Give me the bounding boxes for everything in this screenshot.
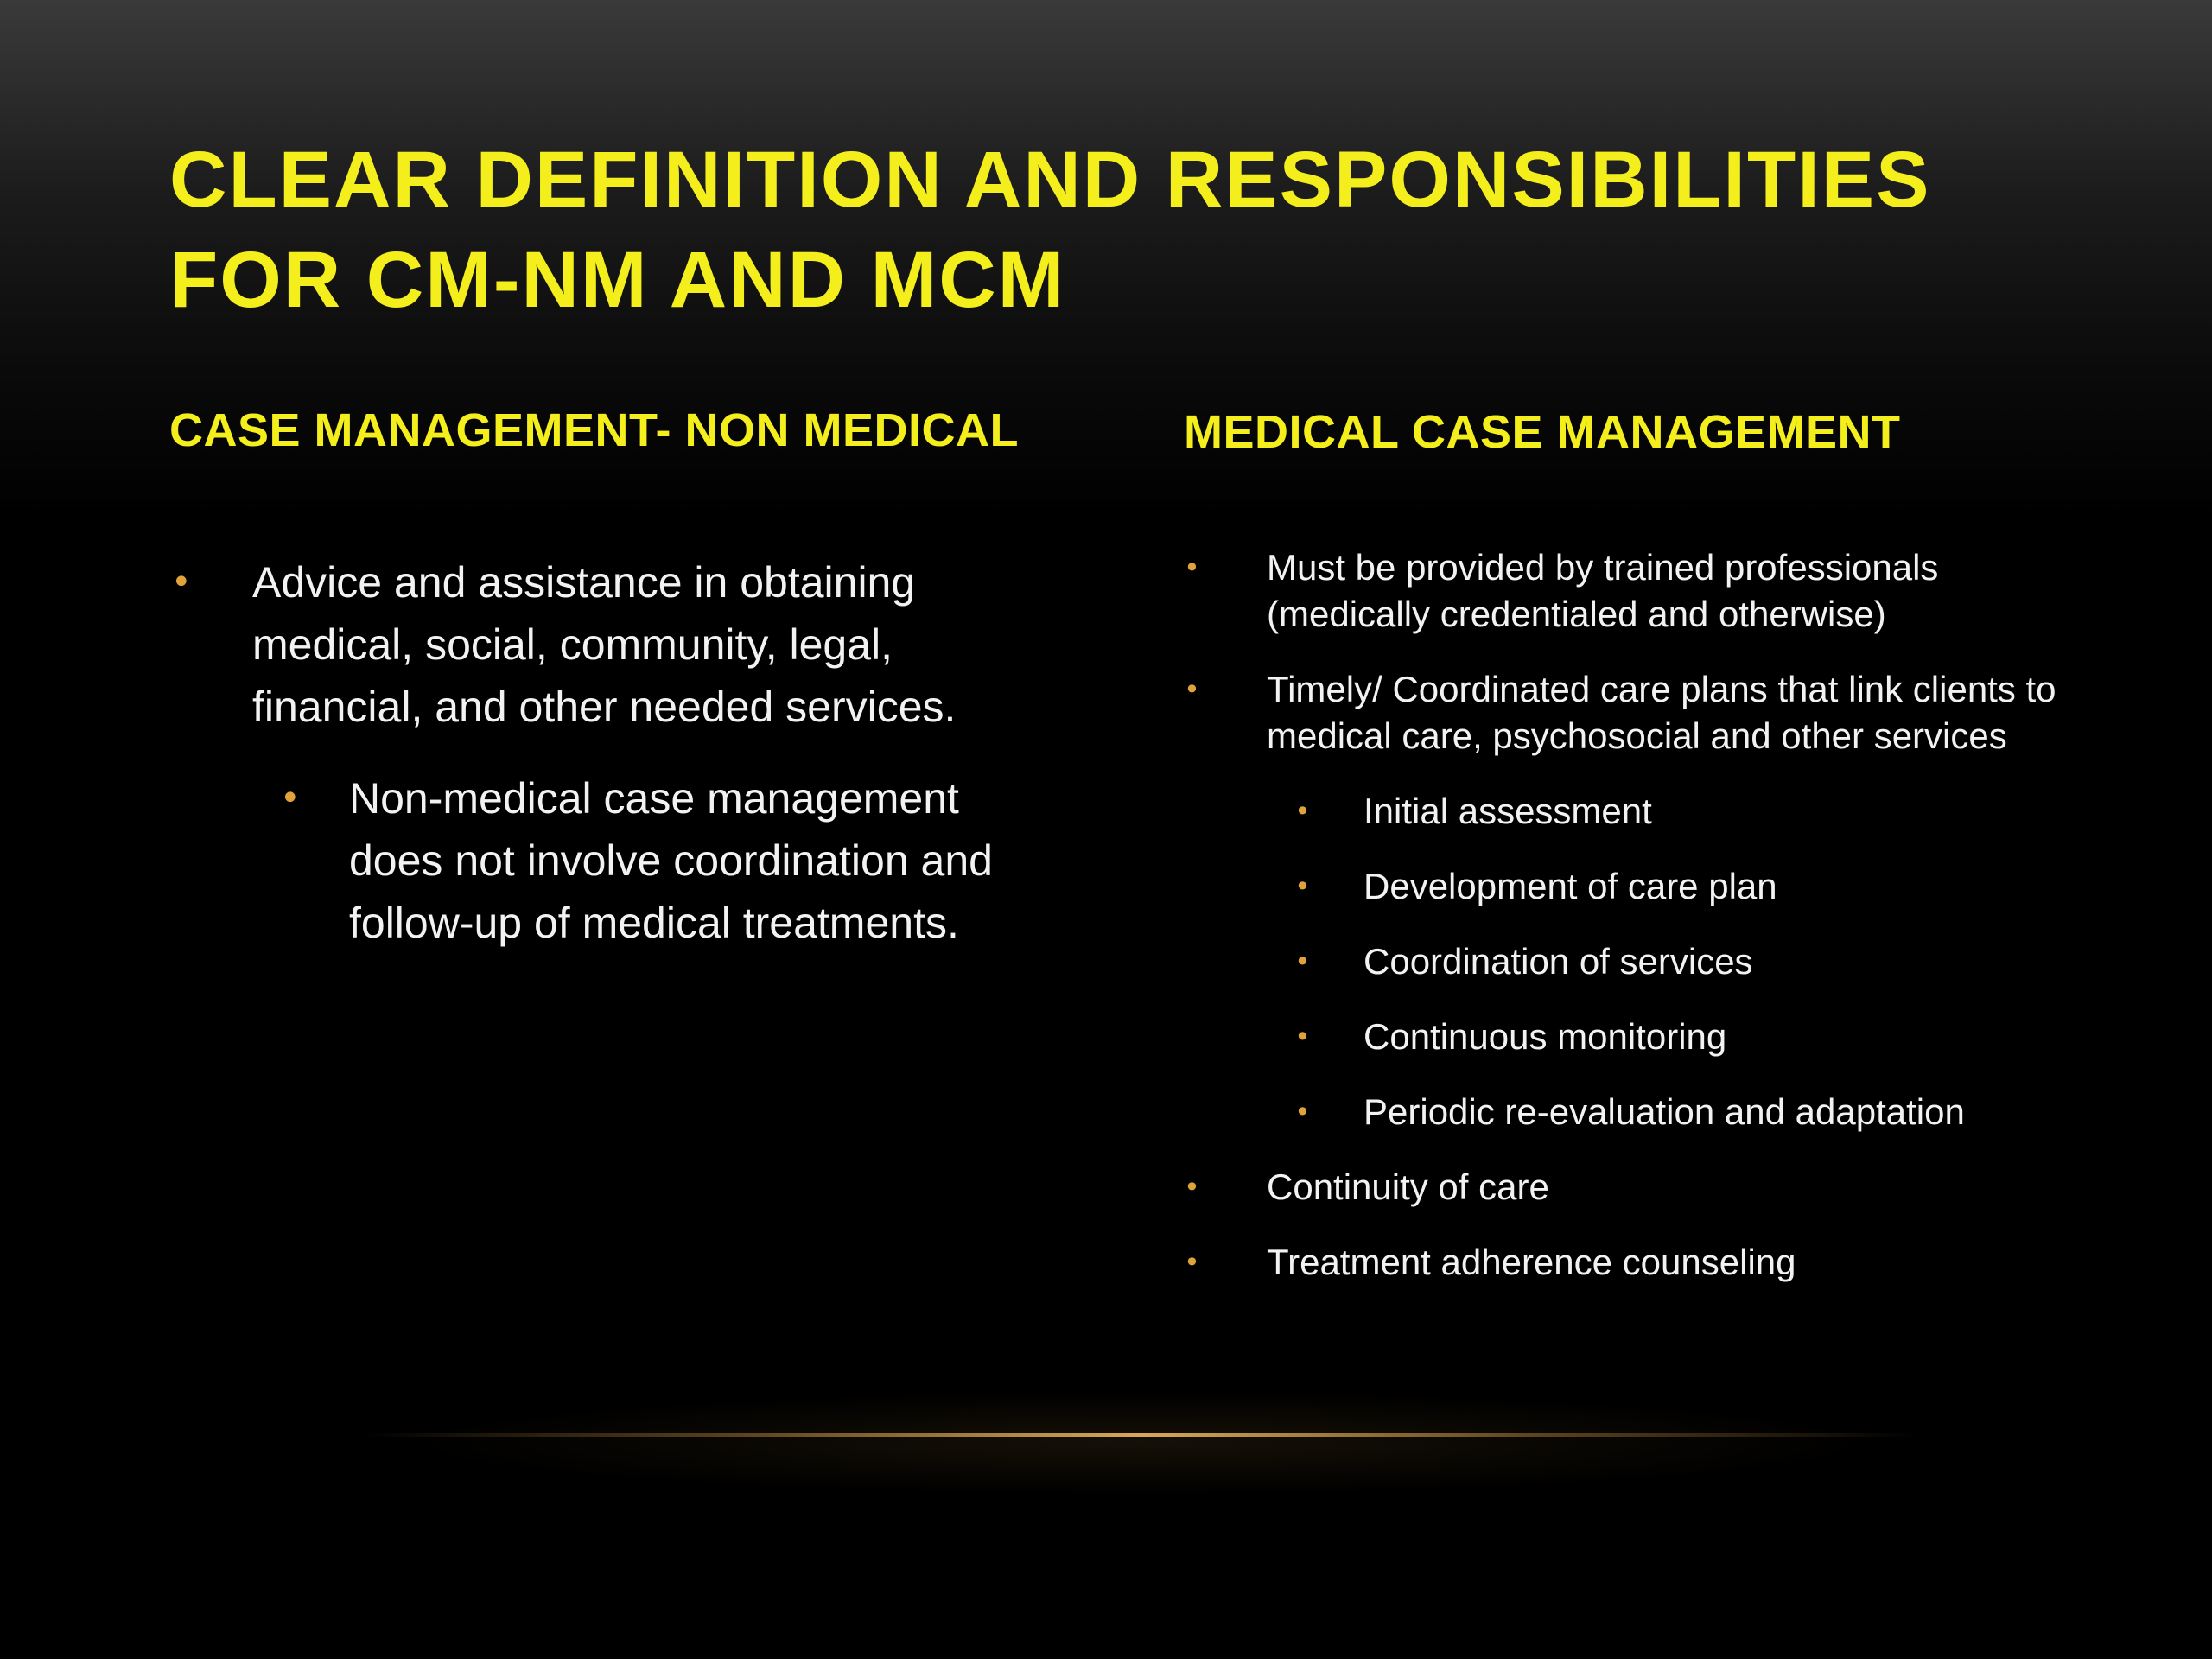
bullet-icon: • [280,779,301,818]
bullet-icon: • [1184,1171,1200,1204]
list-item [1184,666,2074,760]
decorative-divider-line [363,1433,1918,1437]
list-item-text: Initial assessment [1363,791,1652,831]
list-item-text: Advice and assistance in obtaining medical, social, community, legal, financial, and other needed services. [252,558,957,731]
list-item-text: Timely/ Coordinated care plans that link clients to medical care, psychosocial and other services [1267,669,2056,756]
bullet-icon: • [1184,551,1200,584]
left-bullet-list [169,551,1042,954]
list-item-text: Coordination of services [1363,941,1753,982]
sub-list-item [1184,1014,2074,1060]
bullet-icon: • [1294,945,1311,978]
bullet-icon: • [1184,1246,1200,1279]
bullet-icon: • [1184,673,1200,706]
list-item-text: Periodic re-evaluation and adaptation [1363,1091,1965,1132]
bullet-icon: • [1294,870,1311,903]
sub-list-item [1184,938,2074,985]
left-column-heading: CASE MANAGEMENT- NON MEDICAL [169,404,1019,456]
list-item [169,551,1042,738]
slide-title: CLEAR DEFINITION AND RESPONSIBILITIES FOR CM-NM AND MCM [169,136,1931,324]
sub-list-item [1184,788,2074,835]
list-item [1184,544,2074,638]
list-item-text: Development of care plan [1363,866,1777,906]
sub-list-item [1184,1089,2074,1135]
list-item-text: Treatment adherence counseling [1267,1242,1796,1282]
list-item-text: Continuity of care [1267,1166,1549,1207]
bullet-icon: • [1294,795,1311,828]
list-item-text: Must be provided by trained professionals (medically credentialed and otherwise) [1267,547,1939,634]
bullet-icon: • [171,563,192,602]
bullet-icon: • [1294,1096,1311,1128]
decorative-glow [397,1391,1884,1495]
sub-list-item [169,767,1042,954]
list-item [1184,1164,2074,1211]
list-item-text: Non-medical case management does not involve coordination and follow-up of medical treatments. [349,774,993,947]
sub-list-item [1184,863,2074,910]
right-column-heading: MEDICAL CASE MANAGEMENT [1184,406,1901,458]
right-bullet-list [1184,544,2074,1314]
list-item [1184,1239,2074,1286]
bullet-icon: • [1294,1020,1311,1053]
list-item-text: Continuous monitoring [1363,1016,1727,1057]
